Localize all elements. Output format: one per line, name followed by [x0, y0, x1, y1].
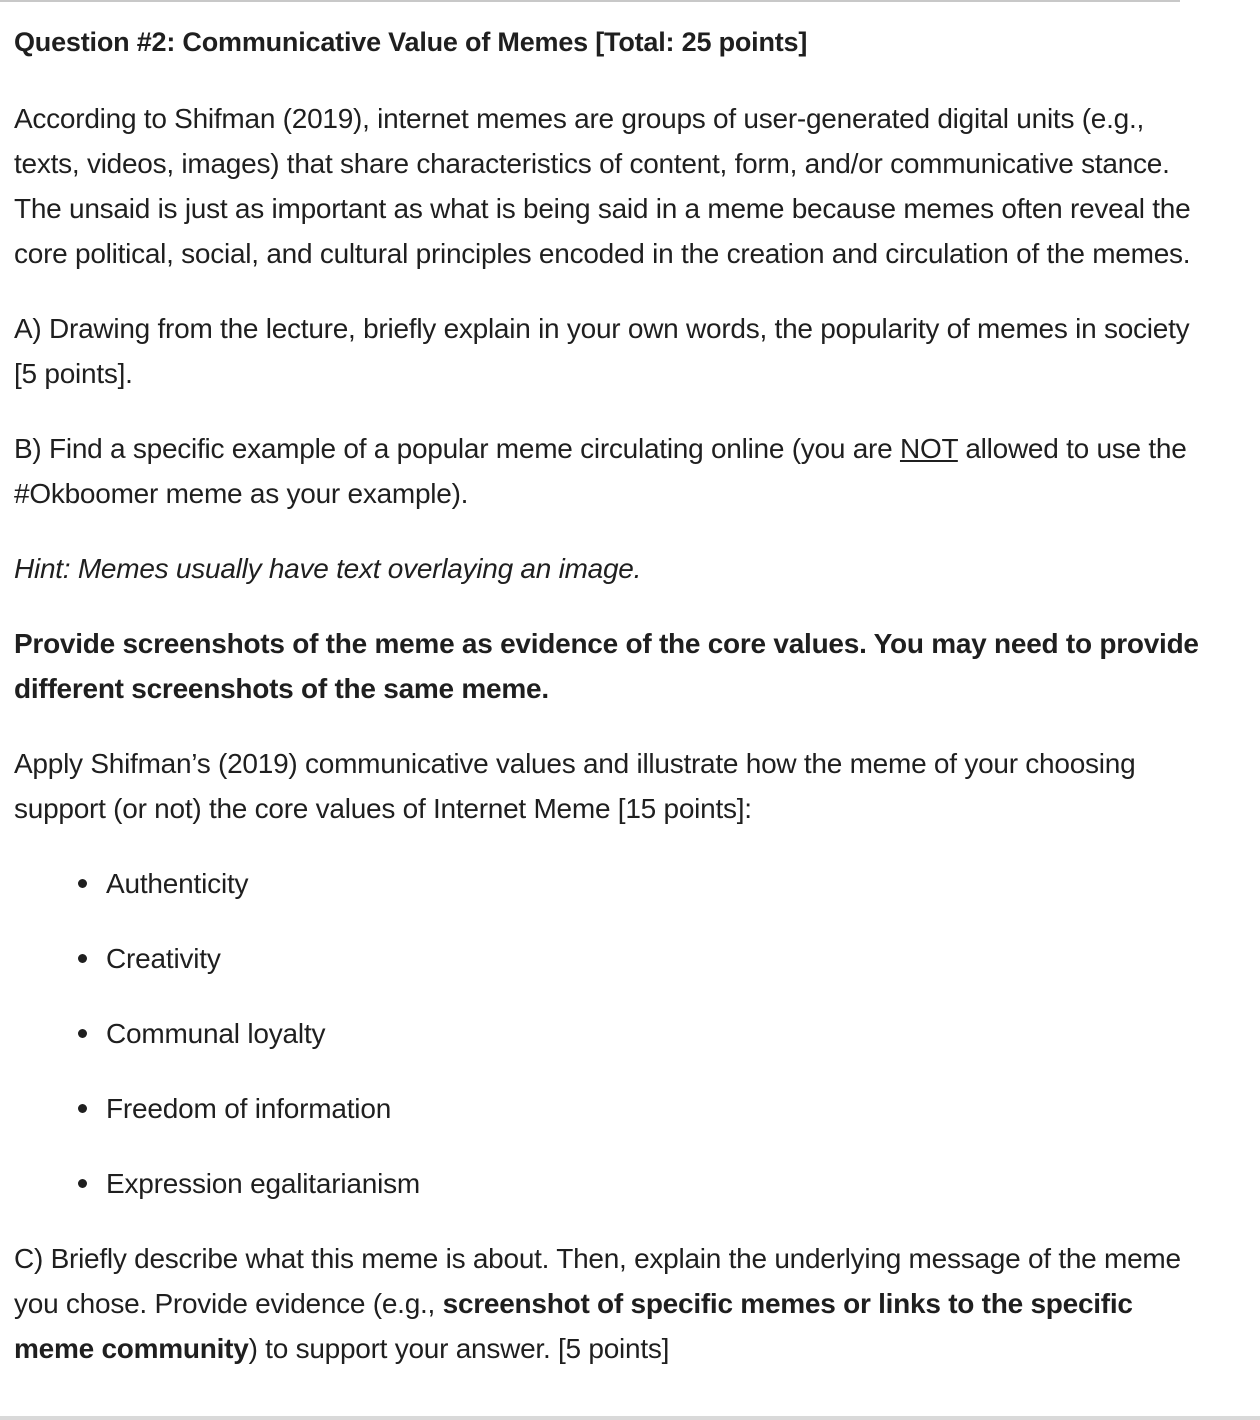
list-item-label: Freedom of information: [106, 1093, 392, 1124]
list-item-expression-egalitarianism: [76, 1161, 1199, 1206]
part-a-paragraph: A) Drawing from the lecture, briefly explain in your own words, the popularity of memes in society [5 points].: [14, 313, 1190, 389]
bullet-icon: [78, 1104, 87, 1113]
screenshots-instruction: Provide screenshots of the meme as evidence of the core values. You may need to provide different screenshots of the same meme.: [14, 628, 1199, 704]
list-item-label: Communal loyalty: [106, 1018, 326, 1049]
core-values-list: [14, 861, 1199, 1206]
list-item-authenticity: [76, 861, 1199, 906]
bullet-icon: [78, 1179, 87, 1188]
bullet-icon: [78, 879, 87, 888]
question-content: [14, 22, 1199, 1401]
apply-paragraph: Apply Shifman’s (2019) communicative values and illustrate how the meme of your choosing support (or not) the core values of Internet Meme [15 points]:: [14, 748, 1136, 824]
bullet-icon: [78, 1029, 87, 1038]
part-c-bold-evidence: screenshot of specific memes or links to the specific meme community: [14, 1288, 1133, 1364]
intro-paragraph: According to Shifman (2019), internet memes are groups of user-generated digital units (e.g., texts, videos, images) that share characteristics of content, form, and/or communicative stance. The unsaid is just as important as what is being said in a meme because memes often reveal the core political, social, and cultural principles encoded in the creation and circulation of the memes.: [14, 103, 1191, 269]
part-c-paragraph: [14, 1236, 1199, 1371]
list-item-label: Expression egalitarianism: [106, 1168, 421, 1199]
question-title: Question #2: Communicative Value of Memes [Total: 25 points]: [14, 27, 808, 57]
list-item-freedom-of-information: [76, 1086, 1199, 1131]
hint-paragraph: Hint: Memes usually have text overlaying an image.: [14, 553, 642, 584]
bottom-divider: [0, 1416, 1260, 1420]
part-c-text-before: C) Briefly describe what this meme is about. Then, explain the underlying message of the meme you chose. Provide evidence (e.g.,: [14, 1243, 1181, 1319]
part-b-text-before: B) Find a specific example of a popular meme circulating online (you are: [14, 433, 900, 464]
top-divider: [0, 0, 1180, 2]
part-c-text-after: ) to support your answer. [5 points]: [248, 1333, 670, 1364]
part-b-underlined-not: NOT: [899, 433, 958, 464]
list-item-label: Authenticity: [106, 868, 249, 899]
part-b-paragraph: [14, 426, 1199, 516]
bullet-icon: [78, 954, 87, 963]
list-item-creativity: [76, 936, 1199, 981]
list-item-label: Creativity: [106, 943, 221, 974]
list-item-communal-loyalty: [76, 1011, 1199, 1056]
part-b-text-after: allowed to use the #Okboomer meme as your example).: [14, 433, 1187, 509]
